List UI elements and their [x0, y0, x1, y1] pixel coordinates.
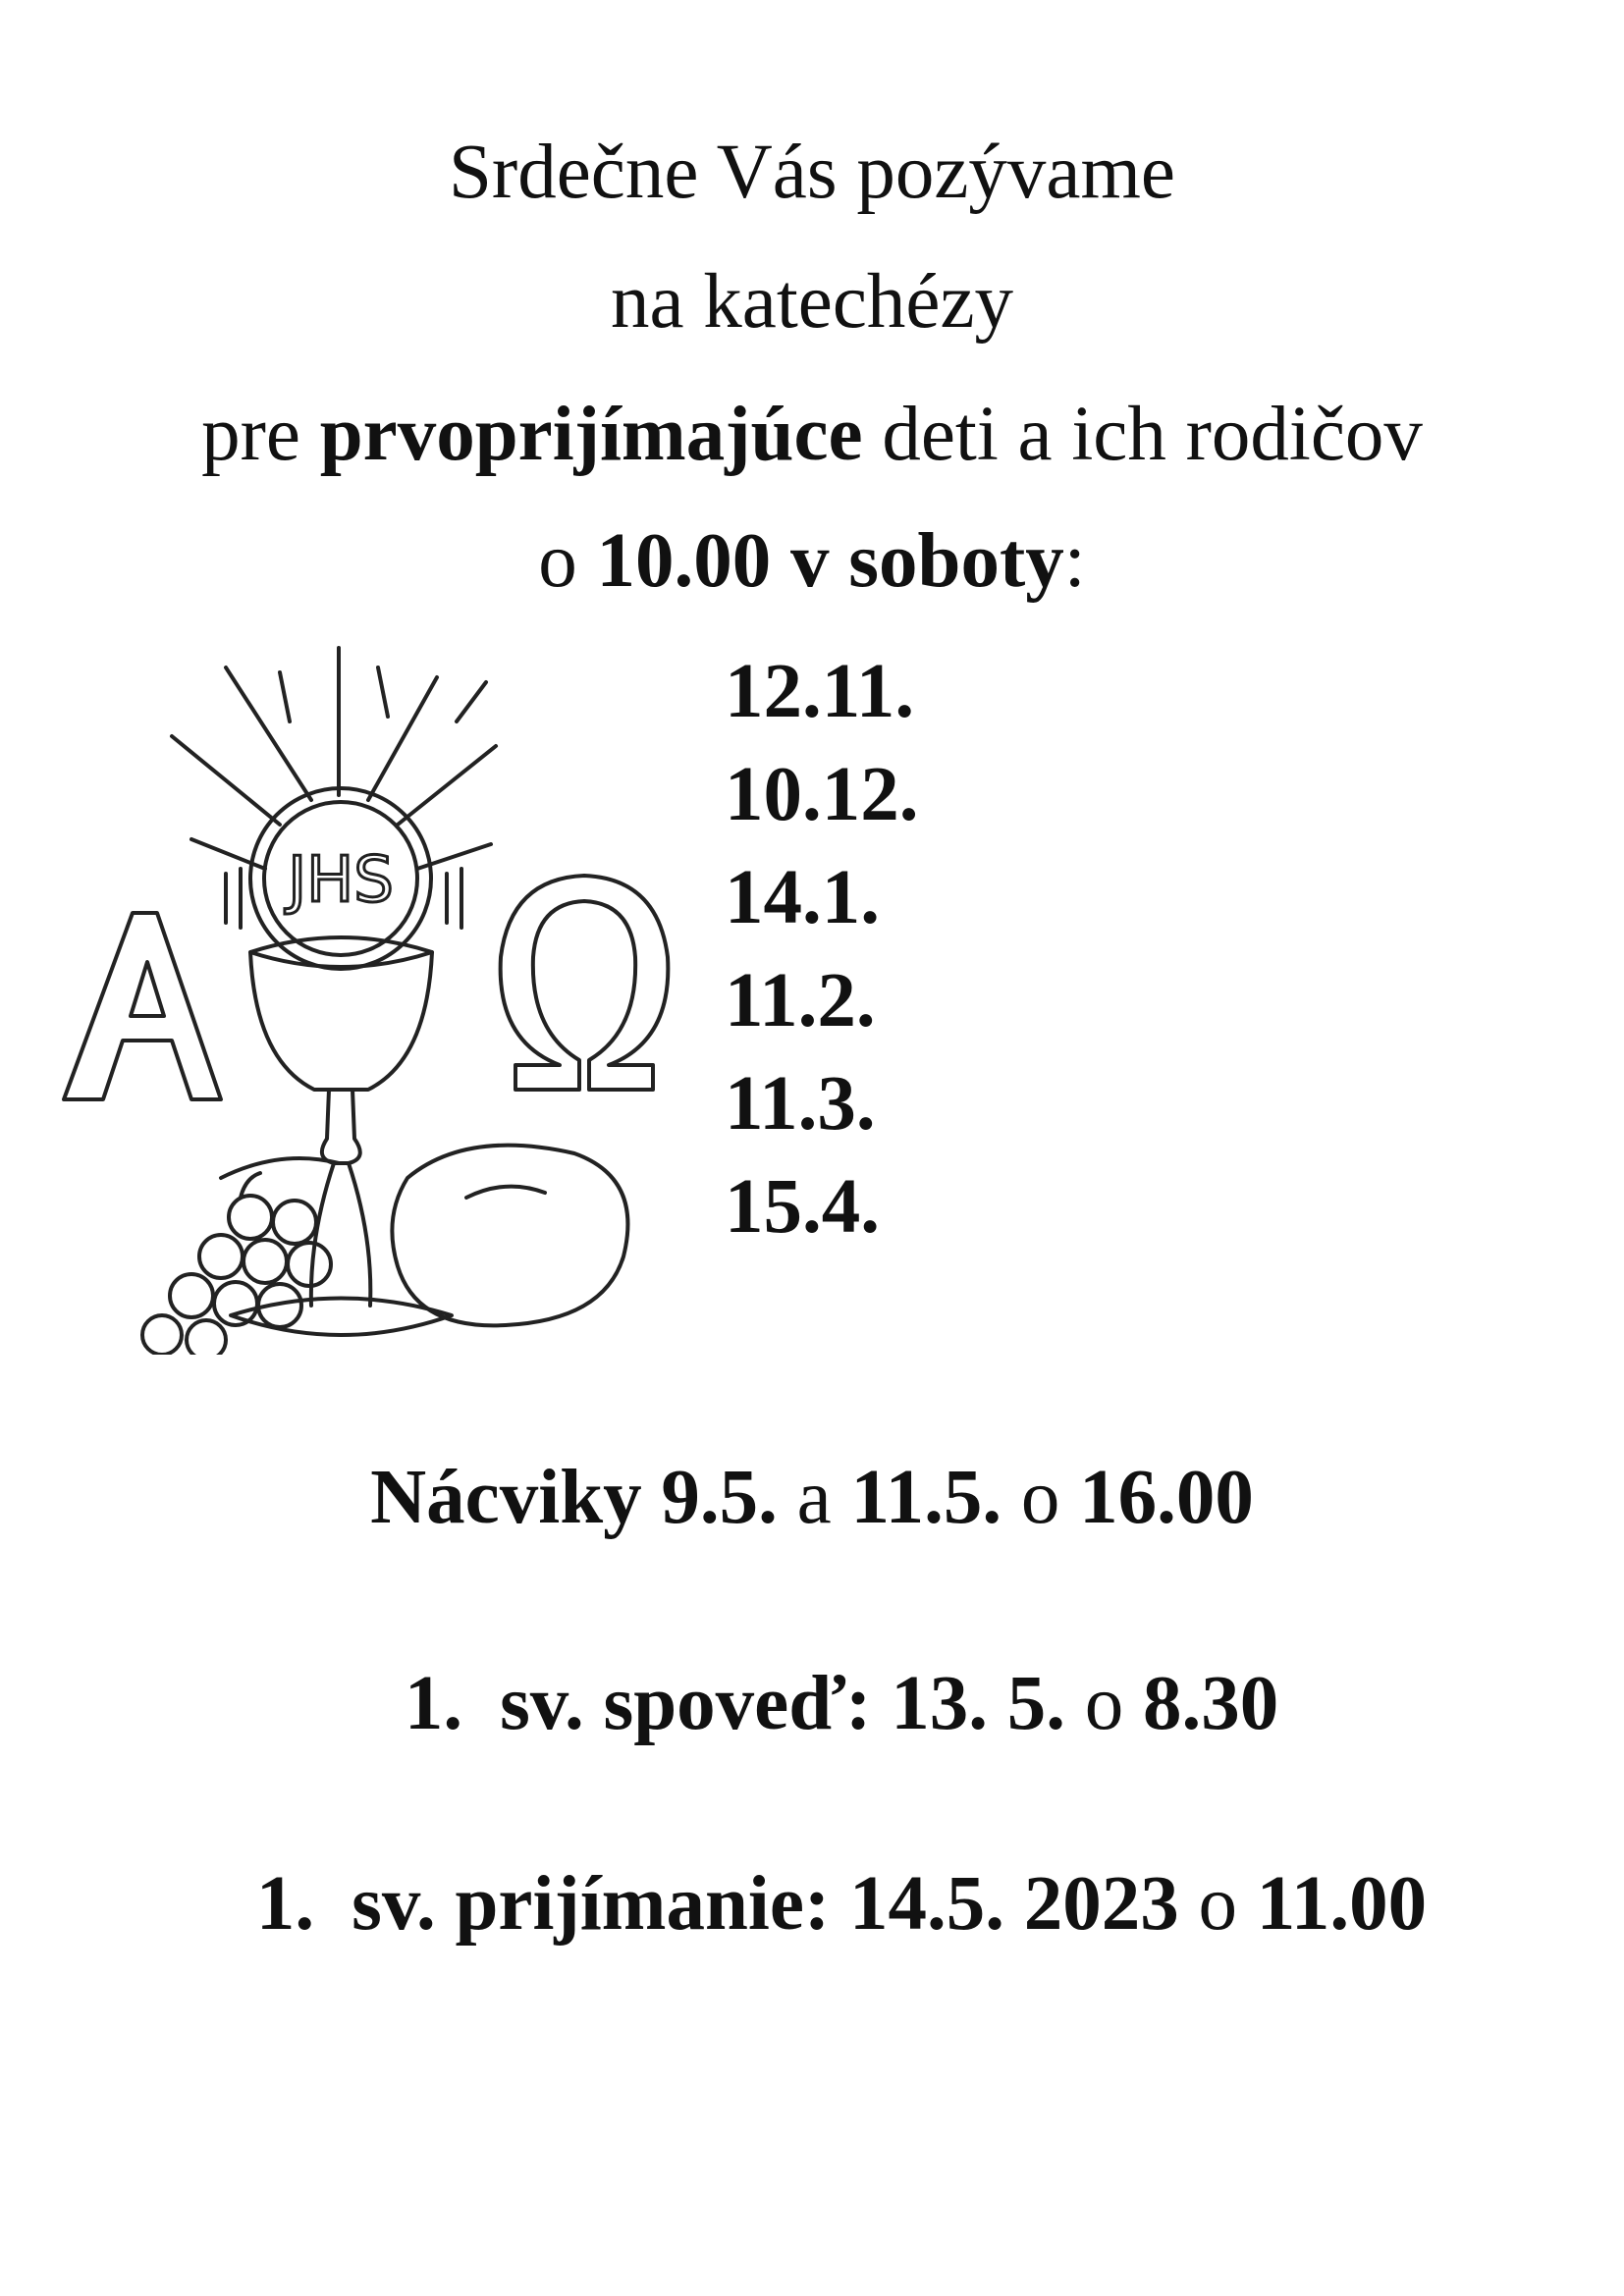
time-line: o 10.00 v soboty: — [538, 518, 1086, 604]
chalice-alpha-omega-icon — [54, 628, 702, 1355]
date-item: 11.2. — [725, 958, 876, 1043]
date-item: 15.4. — [725, 1164, 880, 1250]
catechesis-dates — [725, 640, 1117, 1258]
audience-line: pre prvoprijímajúce deti a ich rodičov — [201, 392, 1423, 477]
time-highlight: 10.00 v soboty — [596, 518, 1064, 604]
date-item: 14.1. — [725, 855, 880, 940]
communion-line: 1. sv. prijímanie: 14.5. 2023 o 11.00 — [255, 1861, 1428, 1947]
invitation-subheading: na katechézy — [610, 259, 1014, 345]
date-item: 12.11. — [725, 649, 915, 734]
practice-line: Nácviky 9.5. a 11.5. o 16.00 — [370, 1455, 1254, 1540]
date-item: 10.12. — [725, 752, 919, 837]
emblem-host-text: JHS — [288, 844, 394, 917]
confession-line: 1. sv. spoveď: 13. 5. o 8.30 — [404, 1661, 1279, 1746]
invitation-heading: Srdečne Vás pozývame — [448, 130, 1175, 215]
date-item: 11.3. — [725, 1061, 876, 1147]
audience-highlight: prvoprijímajúce — [319, 392, 863, 477]
